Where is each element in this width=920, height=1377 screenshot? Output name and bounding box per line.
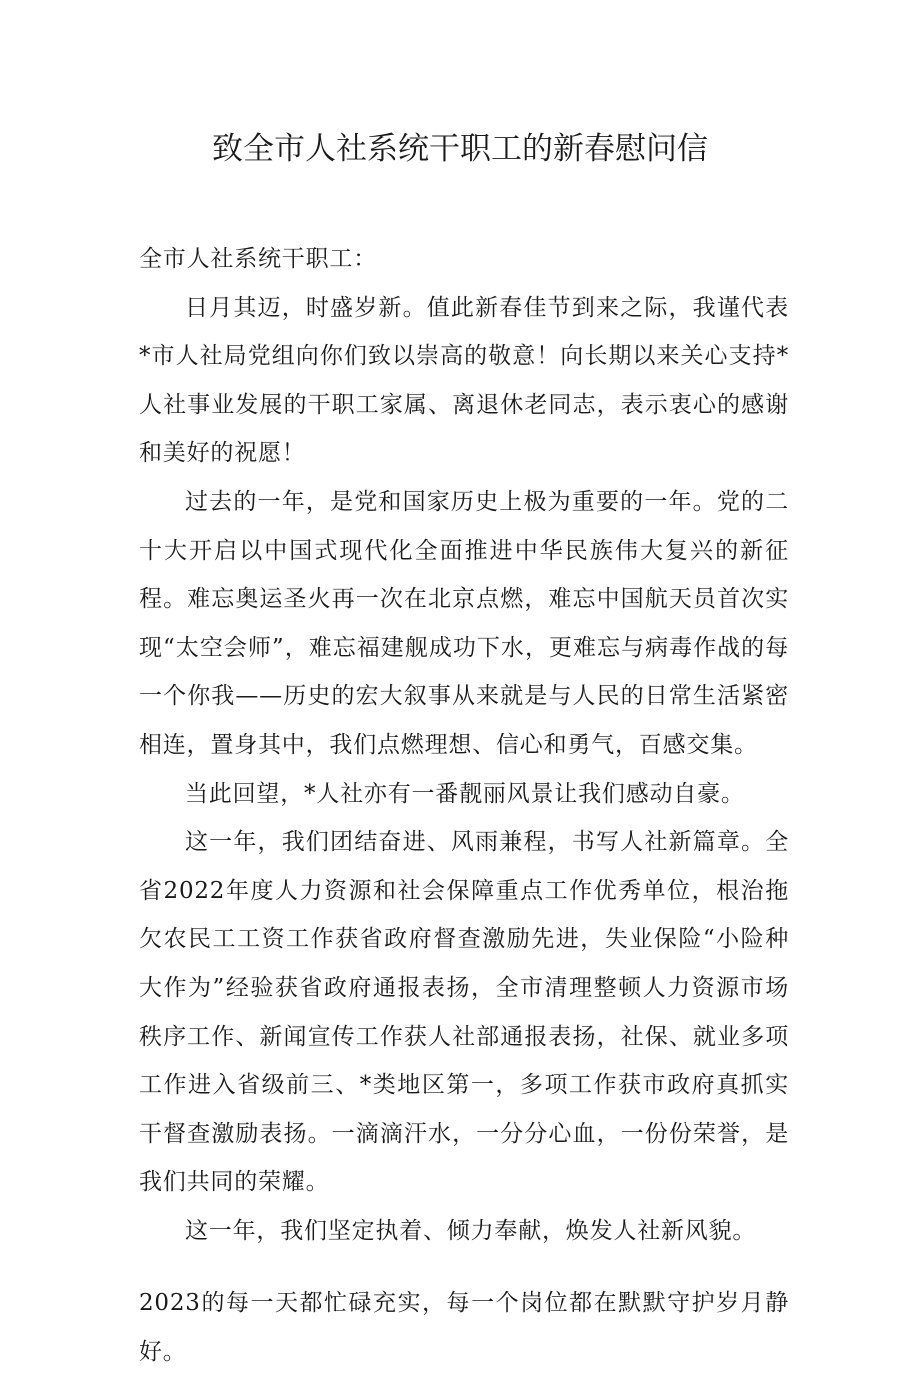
paragraph-2023: 2023的每一天都忙碌充实，每一个岗位都在默默守护岁月静好。 — [139, 1290, 789, 1366]
paragraph-past-year: 过去的一年，是党和国家历史上极为重要的一年。党的二十大开启以中国式现代化全面推进中华民族伟大复兴的新征程。难忘奥运圣火再一次在北京点燃，难忘中国航天员首次实现“太空会师”，难忘福建舰成功下水，更难忘与病毒作战的每一个你我——历史的宏大叙事从来就是与人民的日常生活紧密相连，置身其中，我们点燃理想、信心和勇气，百感交集。 — [139, 488, 789, 758]
paragraph-achievements: 这一年，我们团结奋进、风雨兼程，书写人社新篇章。全省2022年度人力资源和社会保障重点工作优秀单位，根治拖欠农民工工资工作获省政府督查激励先进，失业保险“小险种大作为”经验获省政府通报表扬，全市清理整顿人力资源市场秩序工作、新闻宣传工作获人社部通报表扬，社保、就业多项工作进入省级前三、*类地区第一，多项工作获市政府真抓实干督查激励表扬。一滴滴汗水，一分分心血，一份份荣誉，是我们共同的荣耀。 — [139, 829, 789, 1196]
paragraph-retrospect: 当此回望，*人社亦有一番靓丽风景让我们感动自豪。 — [185, 780, 745, 807]
document-title: 致全市人社系统干职工的新春慰问信 — [212, 131, 708, 167]
paragraph-greeting: 日月其迈，时盛岁新。值此新春佳节到来之际，我谨代表*市人社局党组向你们致以崇高的敬意！向长期以来关心支持*人社事业发展的干职工家属、离退休老同志，表示衷心的感谢和美好的祝愿！ — [139, 294, 789, 467]
salutation: 全市人社系统干职工： — [139, 246, 377, 272]
letter-body — [139, 235, 789, 1377]
paragraph-dedication: 这一年，我们坚定执着、倾力奉献，焕发人社新风貌。 — [185, 1217, 757, 1244]
